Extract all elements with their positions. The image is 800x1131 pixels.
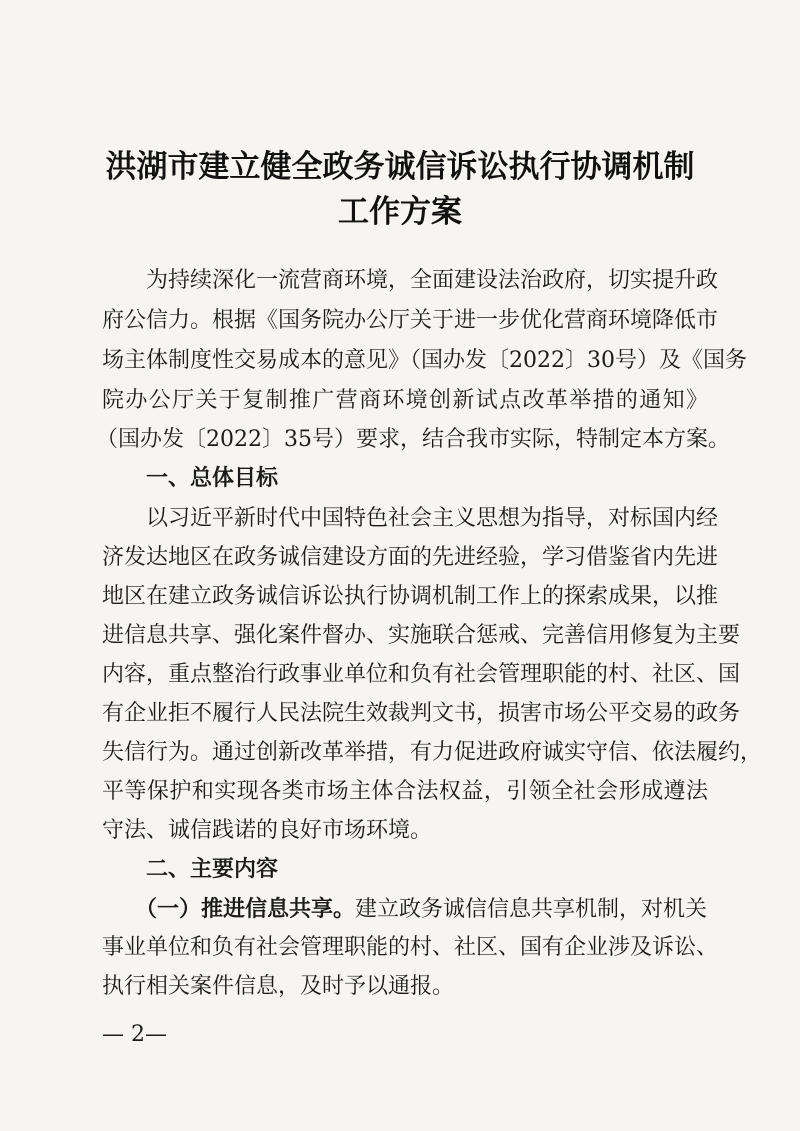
intro-line: （国办发〔2022〕35号）要求，结合我市实际，特制定本方案。 [96,427,730,452]
section2-item1-label: （一）推进信息共享。 [102,896,356,922]
section2-line: 执行相关案件信息，及时予以通报。 [102,974,455,999]
section2-item1-line [102,894,708,925]
intro-line: 为持续深化一流营商环境，全面建设法治政府，切实提升政 [102,268,719,293]
document-title-line2: 工作方案 [338,194,462,230]
section2-heading: 二、主要内容 [102,857,279,882]
intro-line: 府公信力。根据《国务院办公厅关于进一步优化营商环境降低市 [102,308,719,333]
section1-line: 地区在建立政务诚信诉讼执行协调机制工作上的探索成果，以推 [102,584,719,609]
section2-item1-text: 建立政务诚信信息共享机制，对机关 [355,897,708,922]
intro-line: 院办公厅关于复制推广营商环境创新试点改革举措的通知》 [102,388,708,413]
section1-line: 济发达地区在政务诚信建设方面的先进经验，学习借鉴省内先进 [102,545,719,570]
section1-line: 有企业拒不履行人民法院生效裁判文书，损害市场公平交易的政务 [102,701,741,726]
intro-line: 场主体制度性交易成本的意见》（国办发〔2022〕30号）及《国务 [102,348,747,373]
section1-line: 内容，重点整治行政事业单位和负有社会管理职能的村、社区、国 [102,662,741,687]
page-number: — 2— [102,1022,167,1047]
section1-line: 进信息共享、强化案件督办、实施联合惩戒、完善信用修复为主要 [102,623,741,648]
section1-heading: 一、总体目标 [102,466,279,491]
document-title-line1: 洪湖市建立健全政务诚信诉讼执行协调机制 [105,149,695,185]
section1-line: 失信行为。通过创新改革举措，有力促进政府诚实守信、依法履约， [102,740,763,765]
section2-line: 事业单位和负有社会管理职能的村、社区、国有企业涉及诉讼、 [102,935,719,960]
section1-line: 守法、诚信践诺的良好市场环境。 [102,818,433,843]
section1-line: 以习近平新时代中国特色社会主义思想为指导，对标国内经 [102,506,719,531]
section1-line: 平等保护和实现各类市场主体合法权益，引领全社会形成遵法 [102,779,708,804]
